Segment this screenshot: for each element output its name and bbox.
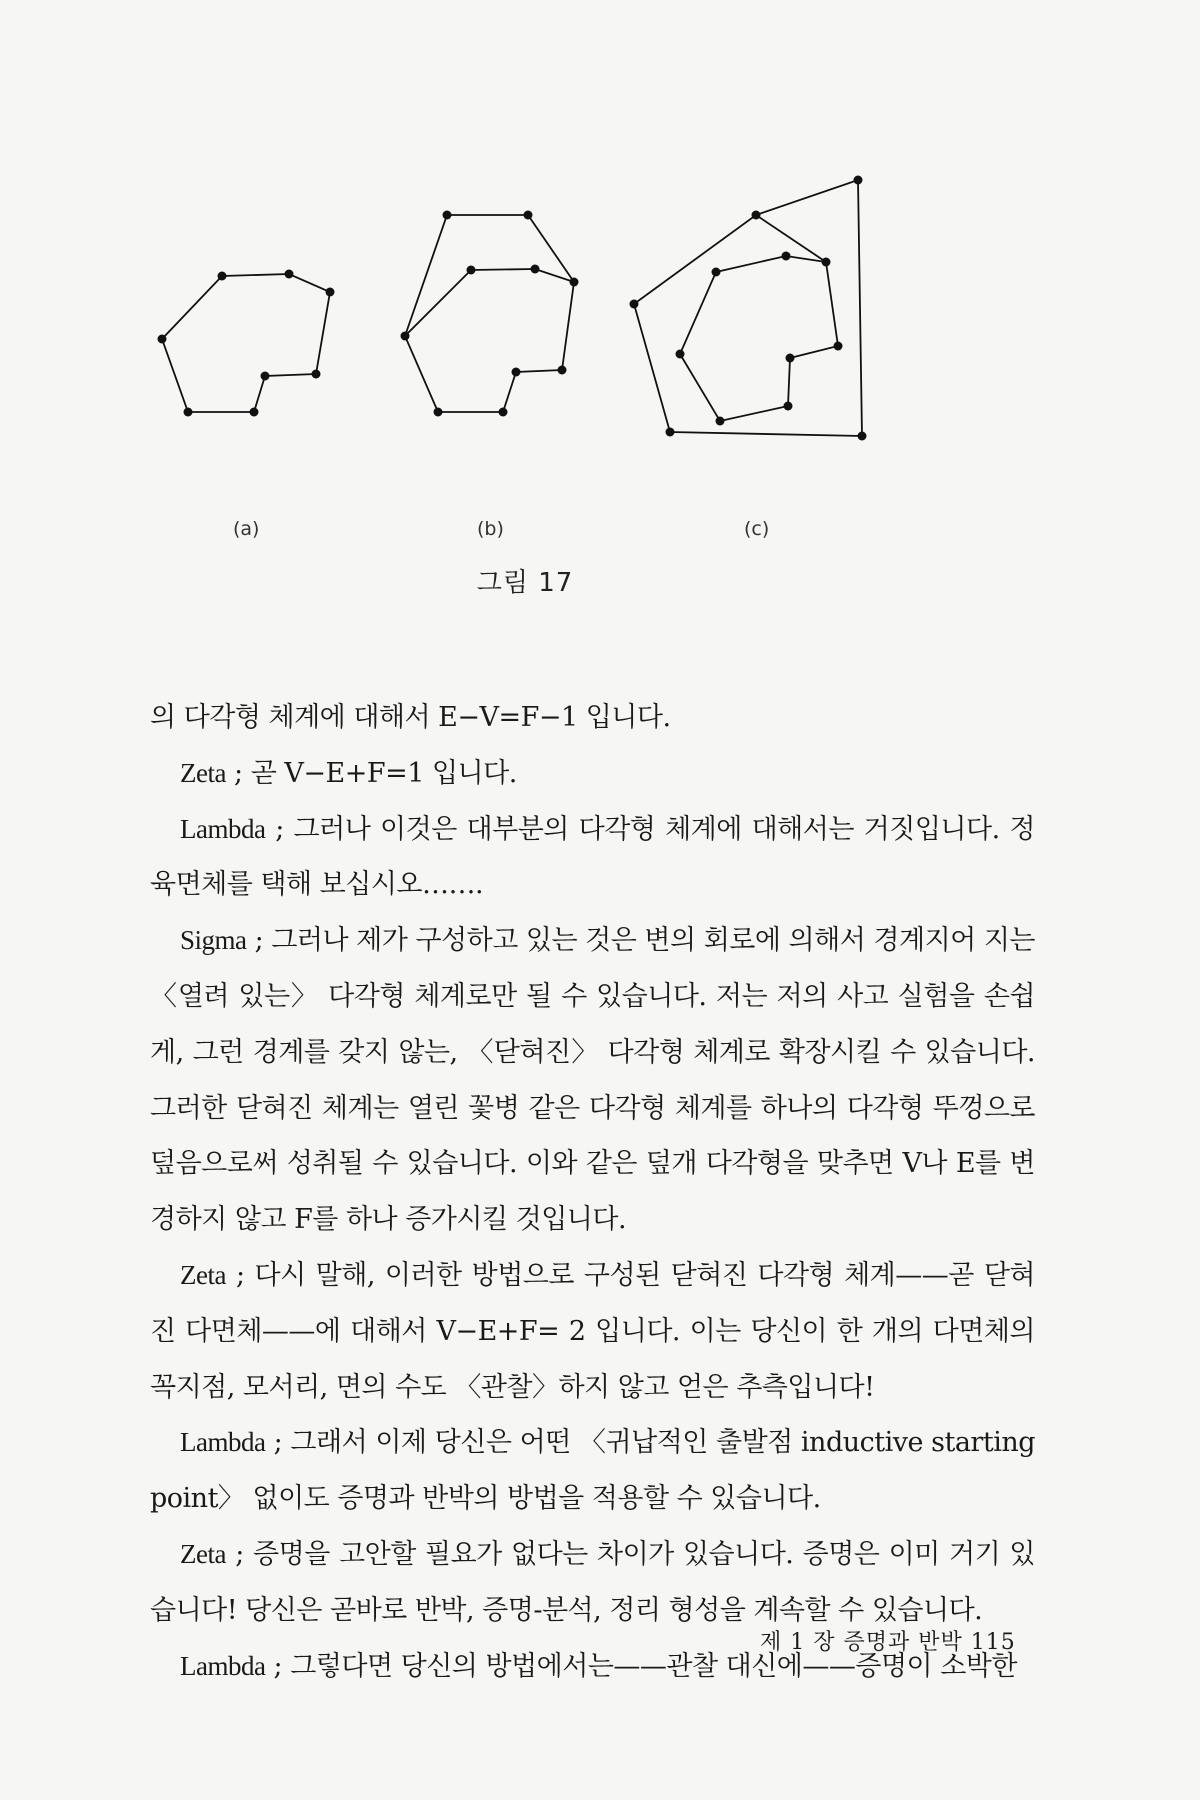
figure-b-label: (b) <box>477 518 504 540</box>
page-footer <box>760 1625 1016 1656</box>
figure-caption: 그림 17 <box>476 568 574 598</box>
dialogue-paragraph <box>150 1527 1035 1639</box>
dialogue-text: ; 그러나 제가 구성하고 있는 것은 변의 회로에 의해서 경계지어 지는 〈열려 있는〉 다각형 체계로만 될 수 있습니다. 저는 저의 사고 실험을 손쉽게, 그런 경계를 갖지 않는, 〈닫혀진〉 다각형 체계로 확장시킬 수 있습니다. 그러한 닫혀진 체계는 열린 꽃병 같은 다각형 체계를 하나의 다각형 뚜껑으로 덮음으로써 성취될 수 있습니다. 이와 같은 덮개 다각형을 맞추면 V나 E를 변경하지 않고 F를 하나 증가시킬 것입니다. <box>150 925 1035 1236</box>
dialogue-text: ; 다시 말해, 이러한 방법으로 구성된 닫혀진 다각형 체계——곧 닫혀진 다면체——에 대해서 V−E+F= 2 입니다. 이는 당신이 한 개의 다면체의 꼭지점, 모서리, 면의 수도 〈관찰〉하지 않고 얻은 추측입니다! <box>150 1259 1035 1403</box>
dialogue-paragraph <box>150 802 1035 914</box>
figure-c-link-edge <box>756 215 826 262</box>
dialogue-text: ; 곧 V−E+F=1 입니다. <box>225 757 517 789</box>
dialogue-text: ; 그러나 이것은 대부분의 다각형 체계에 대해서는 거짓입니다. 정육면체를 택해 보십시오……. <box>150 813 1035 901</box>
figure-c-label: (c) <box>744 518 770 540</box>
figure-b-inner-polygon <box>405 269 574 412</box>
figure-b-outer-chain <box>405 215 574 336</box>
dialogue-text: 의 다각형 체계에 대해서 E−V=F−1 입니다. <box>150 702 671 733</box>
dialogue-paragraph <box>150 913 1035 1248</box>
speaker-label: Zeta <box>180 1538 226 1569</box>
page-number: 115 <box>970 1630 1016 1655</box>
dialogue-paragraph <box>150 1415 1035 1527</box>
dialogue-text: ; 그렇다면 당신의 방법에서는——관찰 대신에——증명이 소박한 <box>265 1650 1017 1682</box>
dialogue-text: ; 그래서 이제 당신은 어떤 〈귀납적인 출발점 inductive starting point〉 없이도 증명과 반박의 방법을 적용할 수 있습니다. <box>150 1427 1035 1515</box>
figure-a-polygon <box>162 274 330 412</box>
speaker-label: Zeta <box>180 757 226 788</box>
speaker-label: Sigma <box>180 925 247 956</box>
figure-c-outer-polygon <box>634 180 862 436</box>
speaker-label: Lambda <box>180 1427 266 1458</box>
chapter-title: 제 1 장 증명과 반박 <box>760 1630 963 1655</box>
speaker-label: Lambda <box>180 813 266 844</box>
dialogue-paragraph <box>150 1248 1035 1415</box>
text-body <box>150 690 1035 1694</box>
paragraph-continuation <box>150 690 1035 746</box>
figure-a-label: (a) <box>233 518 260 540</box>
speaker-label: Lambda <box>180 1650 266 1681</box>
dialogue-text: ; 증명을 고안할 필요가 없다는 차이가 있습니다. 증명은 이미 거기 있습니다! 당신은 곧바로 반박, 증명-분석, 정리 형성을 계속할 수 있습니다. <box>150 1538 1035 1626</box>
speaker-label: Zeta <box>180 1259 226 1290</box>
dialogue-paragraph <box>150 746 1035 802</box>
figure-c-inner-polygon <box>680 256 838 421</box>
polygon-figures <box>0 0 1050 520</box>
